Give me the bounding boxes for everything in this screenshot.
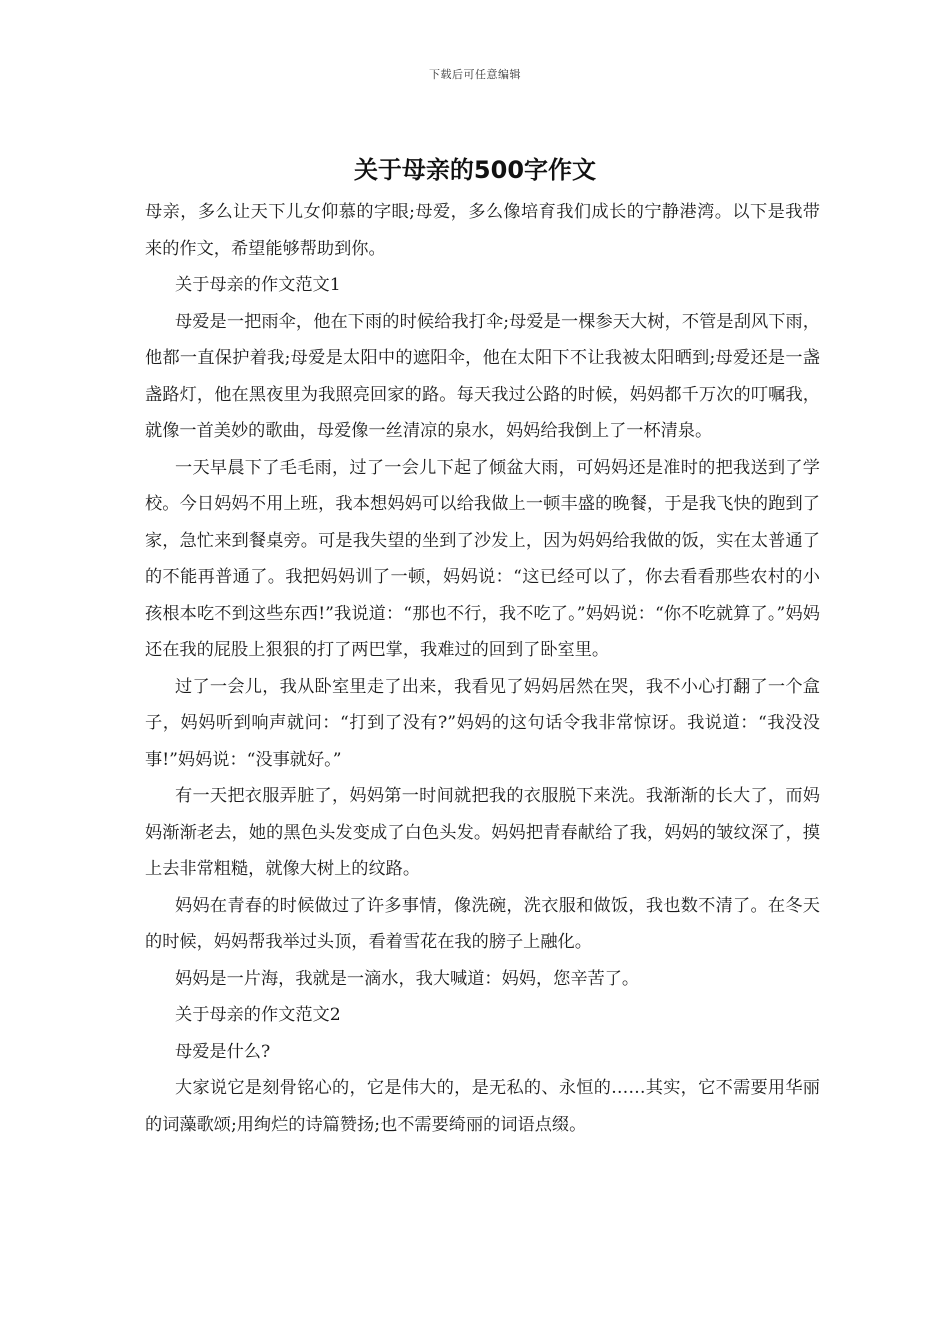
section-heading-2: 关于母亲的作文范文2 — [175, 1005, 341, 1025]
body-paragraph: 有一天把衣服弄脏了，妈妈第一时间就把我的衣服脱下来洗。我渐渐的长大了，而妈妈渐渐老去，她的黑色头发变成了白色头发。妈妈把青春献给了我，妈妈的皱纹深了，摸上去非常粗糙，就像大树上的纹路。 — [145, 786, 820, 879]
body-paragraph: 母爱是什么? — [175, 1041, 271, 1062]
body-paragraph: 妈妈在青春的时候做过了许多事情，像洗碗，洗衣服和做饭，我也数不清了。在冬天的时候，妈妈帮我举过头顶，看着雪花在我的膀子上融化。 — [145, 895, 820, 952]
document-title: 关于母亲的500字作文 — [353, 156, 597, 184]
body-paragraph: 一天早晨下了毛毛雨，过了一会儿下起了倾盆大雨，可妈妈还是准时的把我送到了学校。今日妈妈不用上班，我本想妈妈可以给我做上一顿丰盛的晚餐，于是我飞快的跑到了家，急忙来到餐桌旁。可是我失望的坐到了沙发上，因为妈妈给我做的饭，实在太普通了的不能再普通了。我把妈妈训了一顿，妈妈说：“这已经可以了，你去看看那些农村的小孩根本吃不到这些东西!”我说道：“那也不行，我不吃了。”妈妈说：“你不吃就算了。”妈妈还在我的屁股上狠狠的打了两巴掌，我难过的回到了卧室里。 — [145, 457, 820, 660]
document-body — [145, 194, 820, 1143]
intro-paragraph: 母亲，多么让天下儿女仰慕的字眼;母爱，多么像培育我们成长的宁静港湾。以下是我带来的作文，希望能够帮助到你。 — [145, 202, 820, 259]
body-paragraph: 过了一会儿，我从卧室里走了出来，我看见了妈妈居然在哭，我不小心打翻了一个盒子，妈妈听到响声就问：“打到了没有?”妈妈的这句话令我非常惊讶。我说道：“我没没事!”妈妈说：“没事就好。” — [145, 676, 820, 770]
page-header-note: 下载后可任意编辑 — [429, 68, 521, 81]
body-paragraph: 大家说它是刻骨铭心的，它是伟大的，是无私的、永恒的……其实，它不需要用华丽的词藻歌颂;用绚烂的诗篇赞扬;也不需要绮丽的词语点缀。 — [145, 1078, 820, 1135]
body-paragraph: 母爱是一把雨伞，他在下雨的时候给我打伞;母爱是一棵参天大树，不管是刮风下雨，他都一直保护着我;母爱是太阳中的遮阳伞，他在太阳下不让我被太阳晒到;母爱还是一盏盏路灯，他在黑夜里为我照亮回家的路。每天我过公路的时候，妈妈都千万次的叮嘱我，就像一首美妙的歌曲，母爱像一丝清凉的泉水，妈妈给我倒上了一杯清泉。 — [145, 311, 820, 441]
body-paragraph: 妈妈是一片海，我就是一滴水，我大喊道：妈妈，您辛苦了。 — [175, 968, 640, 989]
section-heading-1: 关于母亲的作文范文1 — [175, 275, 341, 295]
